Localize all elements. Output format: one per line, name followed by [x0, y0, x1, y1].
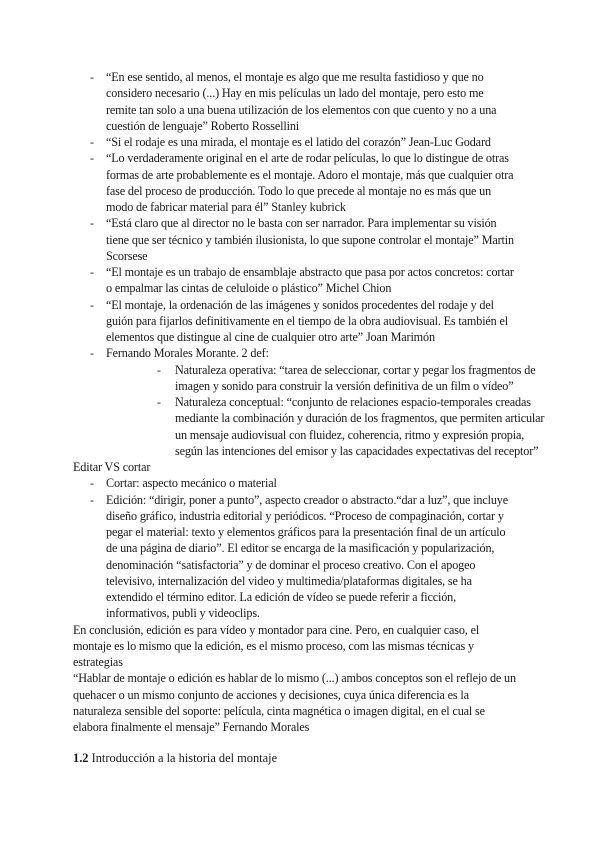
paragraph	[0, 622, 600, 671]
text-line: considero necesario (...) Hay en mis películas un lado del montaje, pero esto me	[106, 86, 484, 101]
bullet-dash: -	[90, 492, 94, 507]
list-item	[0, 345, 600, 361]
bullet-dash: -	[90, 70, 94, 84]
list-item	[0, 475, 600, 491]
bullet-dash: -	[90, 135, 94, 149]
text-line: fase del proceso de producción. Todo lo que precede al montaje no es más que un	[106, 183, 492, 198]
text-line: tiene que ser técnico y también ilusionista, lo que supone controlar el montaje” Martin	[106, 232, 514, 247]
bullet-dash: -	[90, 151, 94, 166]
text-line: Editar VS cortar	[73, 460, 151, 474]
text-line: guión para fijarlos definitivamente en el tiempo de la obra audiovisual. Es también el	[106, 313, 509, 328]
list-item	[0, 215, 600, 264]
text-line: Fernando Morales Morante. 2 def:	[106, 346, 269, 361]
list-item	[0, 69, 600, 134]
text-line: extendido el término editor. La edición de vídeo se puede referir a ficción,	[106, 590, 457, 604]
paragraph	[0, 670, 600, 735]
text-line: “Si el rodaje es una mirada, el montaje es el latido del corazón” Jean-Luc Godard	[106, 135, 491, 149]
text-line: elementos que distingue al cine de cualquier otro arte” Joan Marimón	[106, 330, 435, 344]
text-line: Cortar: aspecto mecánico o material	[106, 476, 277, 491]
text-line: imagen y sonido para construir la versión definitiva de un film o vídeo”	[175, 378, 514, 393]
text-line: Edición: “dirigir, poner a punto”, aspecto creador o abstracto.“dar a luz”, que incluye	[106, 492, 509, 507]
text-line: modo de fabricar material para él” Stanley kubrick	[106, 200, 346, 214]
document-page	[0, 69, 600, 767]
text-line: “Hablar de montaje o edición es hablar de lo mismo (...) ambos conceptos son el reflejo de un	[73, 671, 516, 686]
text-line: “Está claro que al director no le basta con ser narrador. Para implementar su visión	[106, 216, 497, 231]
text-line: formas de arte probablemente es el montaje. Adoro el montaje, más que cualquier otra	[106, 167, 514, 182]
list-item	[0, 264, 600, 297]
bullet-dash: -	[90, 346, 94, 361]
text-line: “En ese sentido, al menos, el montaje es algo que me resulta fastidioso y que no	[106, 70, 484, 84]
bullet-dash: -	[157, 395, 161, 409]
bullet-dash: -	[90, 265, 94, 279]
section-number: 1.2	[73, 751, 89, 766]
text-line: informativos, publi y videoclips.	[106, 606, 260, 621]
list-item	[0, 150, 600, 215]
paragraph	[0, 459, 600, 475]
section-title: Introducción a la historia del montaje	[91, 751, 278, 766]
bullet-dash: -	[90, 216, 94, 231]
list-item	[0, 134, 600, 150]
text-line: naturaleza sensible del soporte: película, cinta magnética o imagen digital, en el cual se	[73, 703, 485, 718]
text-line: un mensaje audiovisual con fluidez, coherencia, ritmo y expresión propia,	[175, 427, 525, 442]
text-line: de una página de diario”. El editor se encarga de la masificación y popularización,	[106, 541, 495, 556]
text-line: estrategias	[73, 655, 123, 669]
text-line: montaje es lo mismo que la edición, es el mismo proceso, com las mismas técnicas y	[73, 638, 474, 653]
text-line: Naturaleza conceptual: “conjunto de relaciones espacio-temporales creadas	[175, 395, 531, 409]
text-line: diseño gráfico, industria editorial y periódicos. “Proceso de compaginación, cortar y	[106, 508, 504, 523]
text-line: remite tan solo a una buena utilización de los elementos con que cuento y no a una	[106, 102, 497, 117]
sub-list-item	[0, 362, 600, 395]
text-line: “Lo verdaderamente original en el arte de rodar películas, lo que lo distingue de otras	[106, 151, 509, 166]
text-line: “El montaje es un trabajo de ensamblaje abstracto que pasa por actos concretos: cortar	[106, 265, 514, 279]
text-line: elabora finalmente el mensaje” Fernando Morales	[73, 720, 310, 734]
text-line: televisivo, internalización del video y multimedia/plataformas digitales, se ha	[106, 573, 472, 588]
text-line: según las intenciones del emisor y las capacidades expectativas del receptor”	[175, 443, 539, 458]
list-item	[0, 492, 600, 622]
bullet-dash: -	[90, 476, 94, 491]
text-line: Naturaleza operativa: “tarea de seleccionar, cortar y pegar los fragmentos de	[175, 362, 536, 377]
text-line: Scorsese	[106, 248, 148, 263]
text-line: En conclusión, edición es para vídeo y montador para cine. Pero, en cualquier caso, el	[73, 622, 480, 637]
bullet-dash: -	[157, 362, 161, 377]
list-item	[0, 297, 600, 346]
bullet-dash: -	[90, 297, 94, 312]
text-line: mediante la combinación y duración de los fragmentos, que permiten articular	[175, 411, 545, 426]
text-line: cuestión de lenguaje” Roberto Rossellini	[106, 118, 300, 133]
text-line: denominación “satisfactoria” y de dominar el proceso creativo. Con el apogeo	[106, 557, 476, 572]
text-line: o empalmar las cintas de celuloide o plástico” Michel Chion	[106, 281, 392, 296]
sub-list-item	[0, 394, 600, 459]
text-line: “El montaje, la ordenación de las imágenes y sonidos procedentes del rodaje y del	[106, 297, 494, 312]
section-heading	[0, 750, 600, 766]
text-line: pegar el material: texto y elementos gráficos para la presentación final de un artículo	[106, 525, 506, 539]
text-line: quehacer o un mismo conjunto de acciones y decisiones, cuya única diferencia es la	[73, 687, 469, 702]
